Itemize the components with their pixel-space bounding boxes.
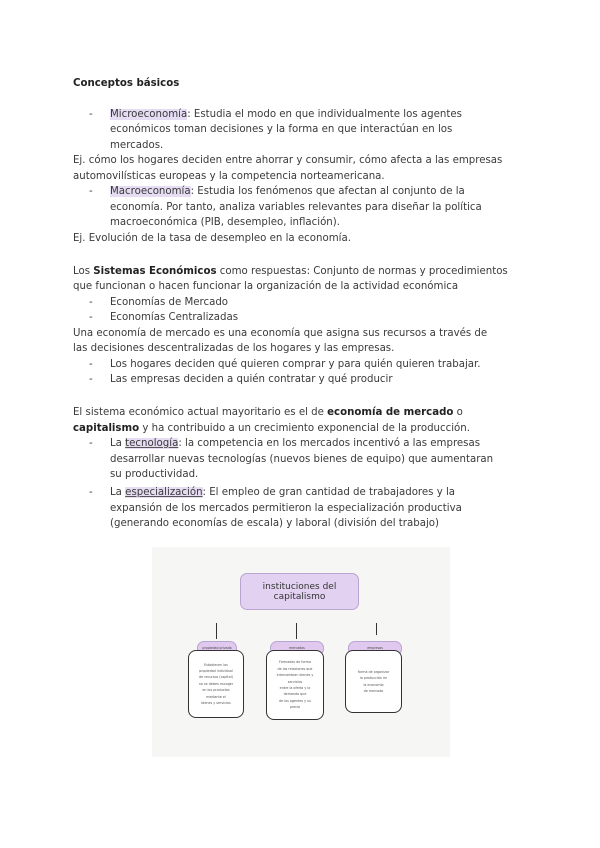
especializacion-line-2: expansión de los mercados permitieron la especialización productiva: [110, 503, 462, 514]
connector-line: [376, 623, 377, 635]
list-dash: -: [89, 438, 93, 449]
sist-pre: Los: [73, 266, 94, 277]
list-item: Economías de Mercado: [110, 297, 229, 308]
list-dash: -: [89, 186, 93, 197]
esp-def: : El empleo de gran cantidad de trabajadores y la: [202, 487, 456, 498]
tecnologia-line-1: [110, 436, 480, 452]
pill-empresas: empresas: [348, 641, 402, 656]
macro-def: : Estudia los fenómenos que afectan al conjunto de la: [190, 186, 465, 197]
list-item: Los hogares deciden qué quieren comprar y para quién quieren trabajar.: [110, 359, 481, 370]
example-2: Ej. Evolución de la tasa de desempleo en la economía.: [73, 233, 351, 244]
concept-map-title: instituciones del capitalismo: [240, 573, 359, 610]
term-macroeconomia: Macroeconomía: [110, 186, 191, 197]
list-dash: -: [89, 312, 93, 323]
tecnologia-line-3: su productividad.: [110, 469, 199, 480]
pill-propiedad: propiedad privada: [197, 641, 237, 656]
micro-line-2: económicos toman decisiones y la forma en que interactúan en los: [110, 124, 453, 135]
example-1-line-2: automovilísticas europeas y la competencia norteamericana.: [73, 171, 385, 182]
especializacion-line-3: (generando economías de escala) y laboral (división del trabajo): [110, 518, 439, 529]
card-empresas: forma de organizar la producción en la economía de mercado: [345, 650, 402, 713]
macro-line-2: economía. Por tanto, analiza variables relevantes para diseñar la política: [110, 202, 482, 213]
act-post-1: o: [453, 407, 463, 418]
micro-def: : Estudia el modo en que individualmente los agentes: [187, 109, 462, 120]
example-1-line-1: Ej. cómo los hogares deciden entre ahorrar y consumir, cómo afecta a las empresas: [73, 155, 503, 166]
tec-def: : la competencia en los mercados incentivó a las empresas: [178, 438, 481, 449]
micro-line-1: [110, 107, 462, 123]
pill-mercados: mercados: [270, 641, 324, 656]
tec-pre: La: [110, 438, 126, 449]
sist-bold: Sistemas Económicos: [93, 266, 217, 277]
card-mercados: Formadas de forma de las relaciones que intercambian bienes y servicios entre la oferta y la demanda que de los agentes y su precio: [266, 650, 324, 720]
term-microeconomia: Microeconomía: [110, 109, 188, 120]
especializacion-line-1: [110, 485, 455, 501]
term-tecnologia: tecnología: [125, 438, 179, 449]
section-heading: Conceptos básicos: [73, 78, 180, 89]
term-especializacion: especialización: [125, 487, 203, 498]
sistemas-line-2: que funcionan o hacen funcionar la organización de la actividad económica: [73, 281, 459, 292]
card-propiedad: Establecen las propiedad individual de recursos (capital) no se deben escoger en los productos mediante el bienes y servicios: [188, 650, 244, 718]
act-bold-1: economía de mercado: [327, 407, 454, 418]
macro-line-1: [110, 184, 465, 200]
list-dash: -: [89, 374, 93, 385]
act-post-2: y ha contribuido a un crecimiento exponencial de la producción.: [139, 423, 470, 434]
actual-line-2: [73, 421, 470, 437]
list-dash: -: [89, 359, 93, 370]
act-pre: El sistema económico actual mayoritario es el de: [73, 407, 328, 418]
tecnologia-line-2: desarrollar nuevas tecnologías (nuevos bienes de equipo) que aumentaran: [110, 454, 494, 465]
list-dash: -: [89, 487, 93, 498]
sistemas-line-1: [73, 264, 508, 280]
actual-line-1: [73, 405, 463, 421]
connector-line: [216, 623, 217, 639]
list-dash: -: [89, 297, 93, 308]
connector-line: [296, 623, 297, 639]
sist-post: como respuestas: Conjunto de normas y procedimientos: [216, 266, 508, 277]
list-item: Economías Centralizadas: [110, 312, 239, 323]
list-dash: -: [89, 109, 93, 120]
act-bold-2: capitalismo: [73, 423, 140, 434]
concept-map-figure: [152, 547, 450, 757]
mercado-line-2: las decisiones descentralizadas de los hogares y las empresas.: [73, 343, 395, 354]
mercado-line-1: Una economía de mercado es una economía que asigna sus recursos a través de: [73, 328, 488, 339]
list-item: Las empresas deciden a quién contratar y qué producir: [110, 374, 393, 385]
macro-line-3: macroeconómica (PIB, desempleo, inflación).: [110, 217, 340, 228]
micro-line-3: mercados.: [110, 140, 164, 151]
esp-pre: La: [110, 487, 126, 498]
